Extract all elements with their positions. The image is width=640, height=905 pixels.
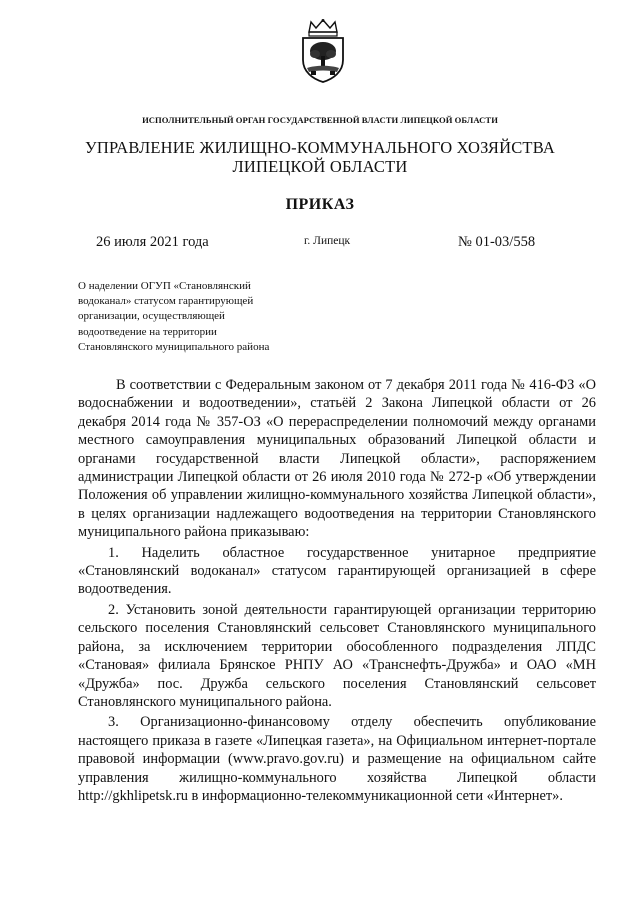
subject-line: Становлянского муниципального района [78,340,270,353]
document-number: № 01-03/558 [458,234,536,250]
department-name-line2: ЛИПЕЦКОЙ ОБЛАСТИ [232,157,408,176]
order-item-2: 2. Установить зоной деятельности гарантирующей организации территорию сельского поселения Становлянский сельсовет Становлянского муниципального района, за исключением территории обособленного подразделения ЛПДС «Становая» филиала Брянское РНПУ АО «Транснефть-Дружба» и ОАО «МН «Дружба» пос. Дружба сельского поселения Становлянский сельсовет Становлянского муниципального района. [78,601,596,710]
issuing-authority: ИСПОЛНИТЕЛЬНЫЙ ОРГАН ГОСУДАРСТВЕННОЙ ВЛАСТИ ЛИПЕЦКОЙ ОБЛАСТИ [142,115,498,125]
subject-line: водоотведение на территории [78,325,217,338]
coat-of-arms-icon [297,18,349,84]
document-date: 26 июля 2021 года [96,234,209,250]
document-subject [78,279,328,355]
order-item-3: 3. Организационно-финансовому отделу обеспечить опубликование настоящего приказа в газете «Липецкая газета», на Официальном интернет-портале правовой информации (www.pravo.gov.ru) и размещение на официальном сайте управления жилищно-коммунального хозяйства Липецкой области http://gkhlipetsk.ru в информационно-телекоммуникационной сети «Интернет». [78,714,596,804]
department-name-line1: УПРАВЛЕНИЕ ЖИЛИЩНО-КОММУНАЛЬНОГО ХОЗЯЙСТВА [85,138,555,157]
subject-line: водоканал» статусом гарантирующей [78,295,254,308]
subject-line: О наделении ОГУП «Становлянский [78,280,251,292]
document-body [78,376,596,805]
order-item-1: 1. Наделить областное государственное унитарное предприятие «Становлянский водоканал» статусом гарантирующей организацией в сфере водоотведения. [78,544,596,598]
document-type: ПРИКАЗ [285,196,355,213]
document-city: г. Липецк [304,235,351,247]
department-name [0,138,640,176]
preamble-paragraph: В соответствии с Федеральным законом от 7 декабря 2011 года № 416-ФЗ «О водоснабжении и водоотведении», статьёй 2 Закона Липецкой области от 26 декабря 2014 года № 357-ОЗ «О перераспределении полномочий между органами местного самоуправления муниципальных образований Липецкой области и органами государственной власти Липецкой области», распоряжением администрации Липецкой области от 26 июля 2010 года № 272-р «Об утверждении Положения об управлении жилищно-коммунального хозяйства Липецкой области», в целях организации надлежащего водоотведения на территории Становлянского муниципального района приказываю: [78,377,596,541]
subject-line: организации, осуществляющей [78,310,225,323]
